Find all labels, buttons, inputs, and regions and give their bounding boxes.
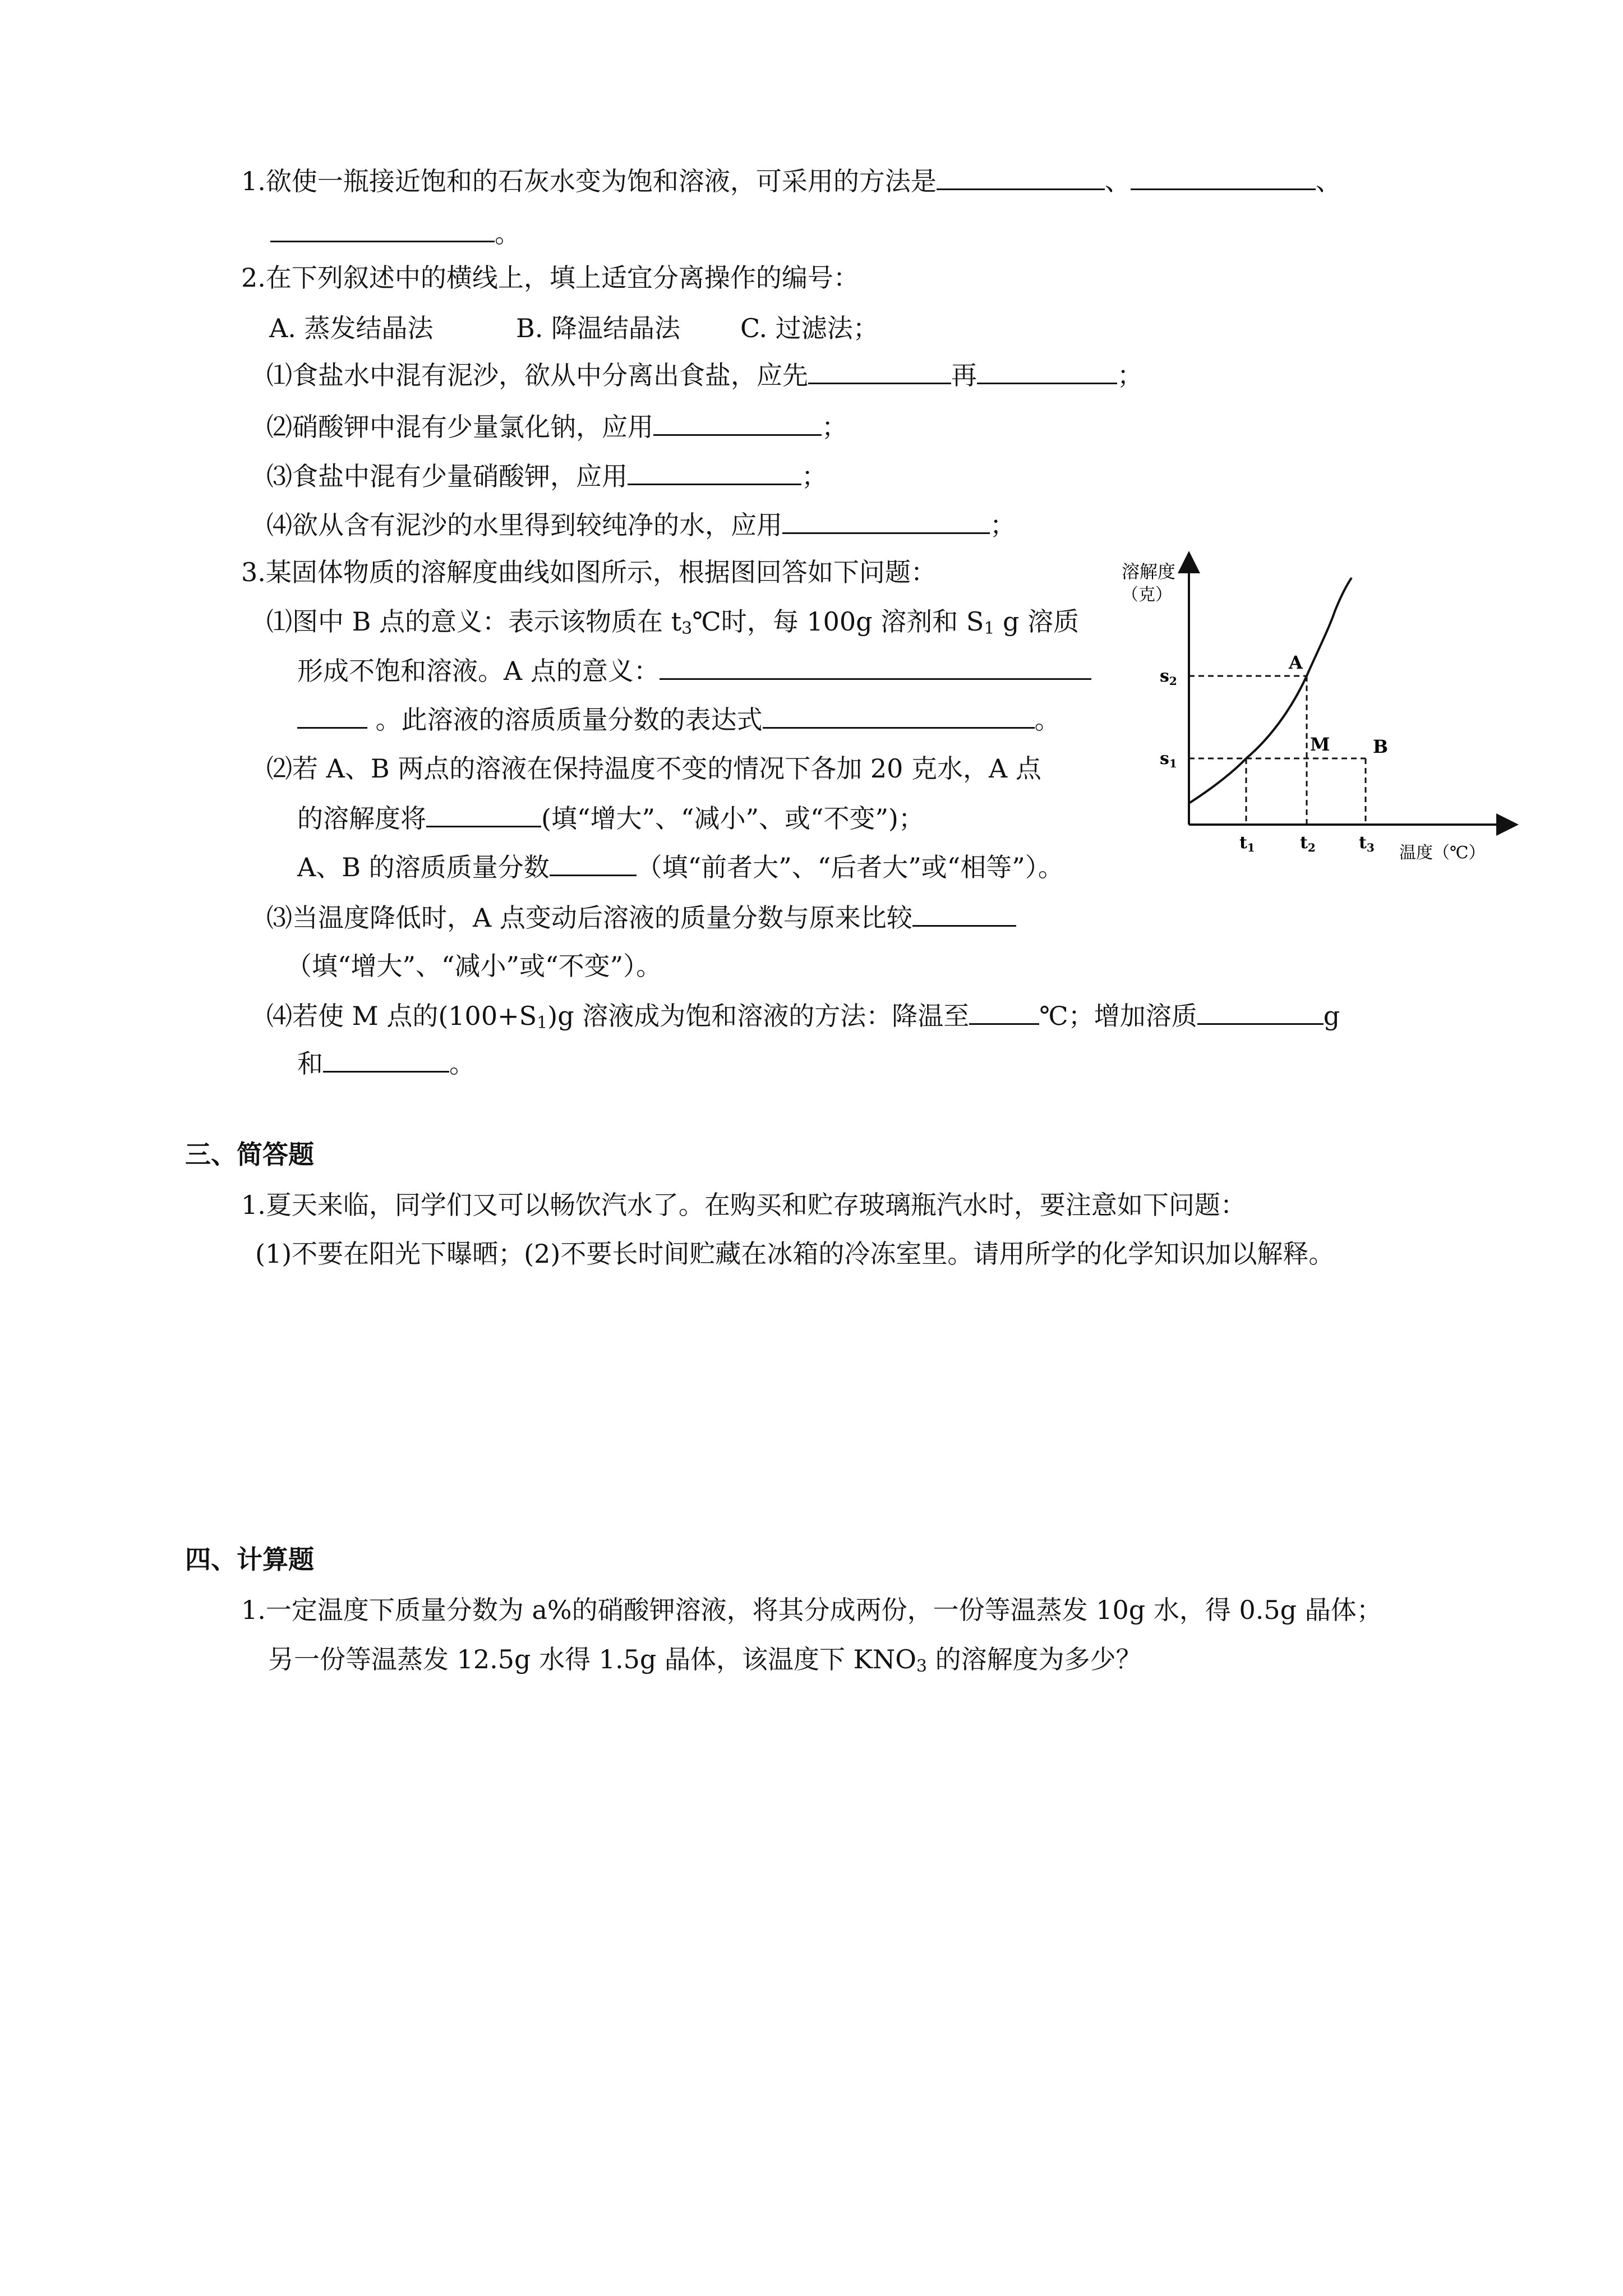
q2-sub4-blank[interactable]	[782, 508, 990, 534]
q3-p2-blank-1[interactable]	[426, 801, 541, 827]
q3-p1-line2-text: 形成不饱和溶液。A 点的意义：	[297, 656, 660, 686]
solubility-chart	[1099, 544, 1542, 869]
section3-heading: 三、简答题	[185, 1139, 314, 1170]
section4-q1-kno3-sub: 3	[916, 1657, 928, 1676]
section4-heading: 四、计算题	[185, 1544, 314, 1575]
q3-p4-text-b: )g 溶液成为饱和溶液的方法：降温至	[547, 1001, 970, 1031]
tick-t1: $t_1$	[1239, 833, 1255, 854]
q3-p2-line3-text: A、B 的溶质质量分数	[297, 852, 550, 882]
point-label-b: B	[1373, 736, 1389, 757]
q2-stem: 2.在下列叙述中的横线上，填上适宜分离操作的编号：	[241, 263, 859, 293]
q2-sub4-end: ；	[990, 510, 1016, 540]
q2-sub3-blank[interactable]	[628, 459, 801, 485]
q2-sub1-text: ⑴食盐水中混有泥沙，欲从中分离出食盐，应先	[266, 360, 808, 390]
q2-sub4	[266, 508, 1016, 542]
q3-p1-blank-2[interactable]	[297, 702, 367, 729]
q3-p2-line1: ⑵若 A、B 两点的溶液在保持温度不变的情况下各加 20 克水，A 点	[266, 753, 1041, 784]
q3-p4-sub: 1	[537, 1013, 548, 1033]
q3-p2-line2	[297, 801, 924, 835]
q3-p1-line1	[266, 605, 1079, 638]
q2-sub1-blank-1[interactable]	[808, 358, 951, 384]
q3-p4-end: 。	[449, 1048, 475, 1079]
q3-p1-sub1: 1	[984, 619, 995, 638]
q3-p1-text-c: g 溶质	[994, 606, 1080, 637]
q1-text: 1.欲使一瓶接近饱和的石灰水变为饱和溶液，可采用的方法是	[241, 166, 937, 196]
q2-sub1-then: 再	[951, 360, 977, 390]
q3-p1-line3-end: 。	[1034, 705, 1061, 735]
q3-p1-line3	[297, 702, 1061, 737]
q3-p1-blank-1[interactable]	[660, 654, 1091, 680]
q1-blank-2[interactable]	[1131, 164, 1316, 190]
solubility-curve	[1189, 578, 1352, 803]
q3-p4-text-c: ℃；增加溶质	[1039, 1001, 1197, 1031]
tick-t2: $t_2$	[1300, 833, 1316, 854]
q3-p1-text-a: ⑴图中 B 点的意义：表示该物质在 t	[266, 606, 682, 637]
q1-sep-2: 、	[1315, 166, 1341, 196]
q2-sub2-text: ⑵硝酸钾中混有少量氯化钠，应用	[266, 412, 653, 442]
q3-p4-unit: g	[1323, 1001, 1340, 1031]
q2-option-c: C. 过滤法；	[740, 313, 879, 343]
q2-options	[269, 311, 879, 345]
q3-stem: 3.某固体物质的溶解度曲线如图所示，根据图回答如下问题：	[241, 557, 937, 587]
q3-p2-line2-text: 的溶解度将	[297, 803, 426, 834]
q3-p1-sub3: 3	[681, 619, 693, 638]
tick-t3: $t_3$	[1359, 833, 1375, 854]
q3-p4-blank-1[interactable]	[969, 999, 1039, 1025]
section4-q1-line2-text: 另一份等温蒸发 12.5g 水得 1.5g 晶体，该温度下 KNO	[268, 1644, 916, 1674]
q1-end: 。	[495, 218, 520, 249]
q3-p1-line3-text: 。此溶液的溶质质量分数的表达式	[367, 705, 763, 735]
y-axis-label-line1: 溶解度	[1122, 561, 1176, 582]
q2-sub1-blank-2[interactable]	[977, 358, 1117, 384]
q2-sub1-end: ；	[1117, 360, 1143, 390]
point-label-m: M	[1310, 734, 1330, 755]
q3-p2-line2-end: (填“增大”、“减小”、或“不变”)；	[541, 803, 924, 834]
q1-blank-3[interactable]	[270, 216, 495, 242]
q2-option-b: B. 降温结晶法	[516, 313, 681, 343]
q2-sub3-end: ；	[801, 461, 827, 491]
q3-p4-line2	[297, 1046, 475, 1080]
section3-q1-line1: 1.夏天来临，同学们又可以畅饮汽水了。在购买和贮存玻璃瓶汽水时，要注意如下问题：	[241, 1190, 1246, 1220]
section4-q1-line2	[268, 1642, 1142, 1676]
tick-s1: $s_1$	[1160, 749, 1177, 770]
q1-line1	[241, 164, 1341, 198]
section4-q1-line2-end: 的溶解度为多少？	[927, 1644, 1142, 1674]
section3-q1-line2: (1)不要在阳光下曝晒；(2)不要长时间贮藏在冰箱的冷冻室里。请用所学的化学知识加以解释。	[255, 1239, 1335, 1269]
q3-p4-blank-3[interactable]	[323, 1046, 449, 1073]
section4-q1-line1: 1.一定温度下质量分数为 a%的硝酸钾溶液，将其分成两份，一份等温蒸发 10g 水，得 0.5g 晶体；	[241, 1595, 1382, 1625]
q1-line2	[270, 216, 520, 250]
q1-blank-1[interactable]	[937, 164, 1105, 190]
q3-p4-line1	[266, 999, 1340, 1033]
q2-sub4-text: ⑷欲从含有泥沙的水里得到较纯净的水，应用	[266, 510, 782, 540]
tick-s2: $s_2$	[1160, 666, 1177, 688]
q2-sub3	[266, 459, 827, 493]
y-axis-label-line2: （克）	[1122, 585, 1172, 605]
q2-sub3-text: ⑶食盐中混有少量硝酸钾，应用	[266, 461, 628, 491]
q3-p1-text-b: ℃时，每 100g 溶剂和 S	[692, 606, 984, 637]
x-axis-label: 温度（℃）	[1399, 843, 1486, 863]
q3-p4-text-a: ⑷若使 M 点的(100+S	[266, 1001, 537, 1031]
q2-sub2-end: ；	[822, 412, 847, 442]
q2-sub1	[266, 358, 1143, 392]
q3-p1-line2	[297, 654, 1091, 688]
q3-p2-blank-2[interactable]	[550, 850, 637, 876]
point-label-a: A	[1289, 652, 1303, 673]
q3-p2-line3-end: （填“前者大”、“后者大”或“相等”）。	[636, 852, 1064, 882]
q3-p3-blank[interactable]	[912, 900, 1016, 927]
q2-sub2-blank[interactable]	[653, 409, 822, 436]
q3-p1-blank-3[interactable]	[763, 702, 1035, 729]
q3-p2-line3	[297, 850, 1064, 884]
q3-p3-line2: （填“增大”、“减小”或“不变”）。	[286, 951, 662, 981]
q3-p4-blank-2[interactable]	[1197, 999, 1324, 1025]
q1-sep-1: 、	[1104, 166, 1131, 196]
q2-option-a: A. 蒸发结晶法	[269, 313, 434, 343]
q3-p4-text-e: 和	[297, 1048, 323, 1079]
q3-p3-line1	[266, 900, 1016, 935]
q2-sub2	[266, 409, 847, 444]
q3-p3-text: ⑶当温度降低时，A 点变动后溶液的质量分数与原来比较	[266, 903, 912, 933]
